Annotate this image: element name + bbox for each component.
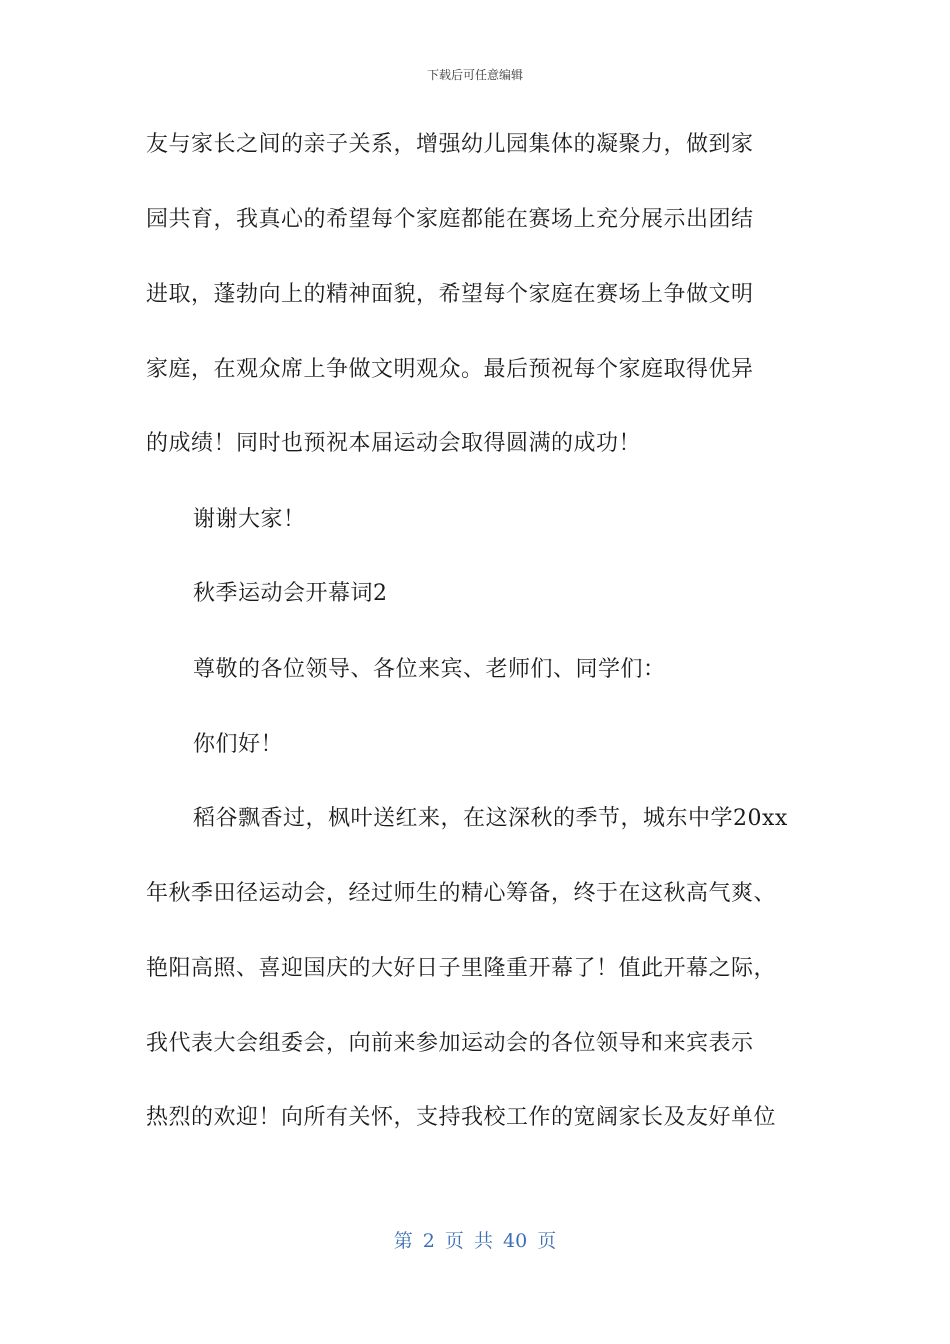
body-text-line: 艳阳高照、喜迎国庆的大好日子里隆重开幕了！值此开幕之际， xyxy=(146,956,777,981)
salutation: 尊敬的各位领导、各位来宾、老师们、同学们： xyxy=(193,657,666,682)
page-header: 下载后可任意编辑 xyxy=(426,68,523,82)
body-text-line: 稻谷飘香过，枫叶送红来，在这深秋的季节，城东中学20xx xyxy=(193,806,788,831)
body-text-line: 的成绩！同时也预祝本届运动会取得圆满的成功！ xyxy=(146,431,642,456)
body-text-line: 年秋季田径运动会，经过师生的精心筹备，终于在这秋高气爽、 xyxy=(146,881,777,906)
body-text-line: 热烈的欢迎！向所有关怀，支持我校工作的宽阔家长及友好单位 xyxy=(146,1105,777,1130)
greeting: 你们好！ xyxy=(193,732,284,757)
body-text-line: 友与家长之间的亲子关系，增强幼儿园集体的凝聚力，做到家 xyxy=(146,132,754,157)
body-text-line: 我代表大会组委会，向前来参加运动会的各位领导和来宾表示 xyxy=(146,1031,754,1056)
closing-thanks: 谢谢大家！ xyxy=(193,507,306,532)
page-number: 第 2 页 共 40 页 xyxy=(393,1230,557,1252)
body-text-line: 进取，蓬勃向上的精神面貌，希望每个家庭在赛场上争做文明 xyxy=(146,282,754,307)
section-title: 秋季运动会开幕词2 xyxy=(193,581,388,606)
body-text-line: 家庭，在观众席上争做文明观众。最后预祝每个家庭取得优异 xyxy=(146,357,754,382)
body-text-line: 园共育，我真心的希望每个家庭都能在赛场上充分展示出团结 xyxy=(146,207,754,232)
